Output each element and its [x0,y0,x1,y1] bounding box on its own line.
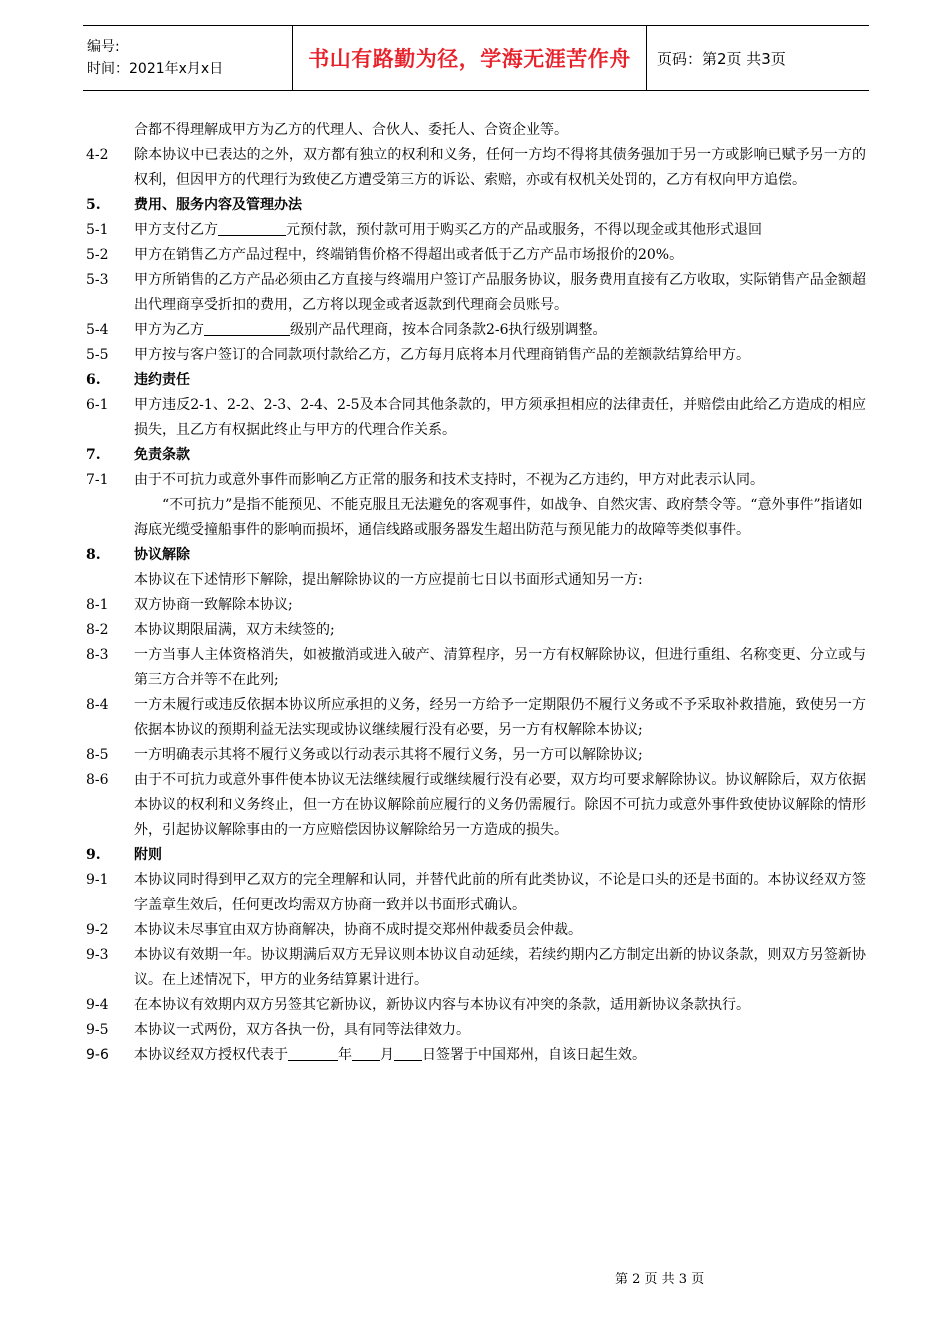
clause-text-part: 月 [380,1047,394,1063]
footer-page-number: 第 2 页 共 3 页 [615,1272,705,1287]
clause-5-4 [86,318,866,343]
clause-9-3 [86,943,866,993]
clause-number: 9-4 [86,997,109,1013]
clause-text: 除本协议中已表达的之外，双方都有独立的权利和义务，任何一方均不得将其债务强加于另一方或影响已赋予另一方的权利，但因甲方的代理行为致使乙方遭受第三方的诉讼、索赔，亦或有权机关处罚的，乙方有权向甲方追偿。 [134,147,866,188]
clause-number: 9-6 [86,1047,109,1063]
clause-8-3 [86,643,866,693]
header-motto: 书山有路勤为径，学海无涯苦作舟 [293,26,647,91]
section-heading-6 [86,368,866,393]
clause-text: 由于不可抗力或意外事件使本协议无法继续履行或继续履行没有必要，双方均可要求解除协议。协议解除后，双方依据本协议的权利和义务终止，但一方在协议解除前应履行的义务仍需履行。除因不可抗力或意外事件致使协议解除的情形外，引起协议解除事由的一方应赔偿因协议解除给另一方造成的损失。 [134,772,866,838]
section-title: 附则 [134,847,162,863]
clause-8-2 [86,618,866,643]
section-number: 6. [86,372,101,388]
clause-number: 5-3 [86,272,109,288]
clause-number: 9-2 [86,922,109,938]
clause-8-6 [86,768,866,843]
clause-text: 本协议期限届满，双方未续签的; [134,622,335,638]
clause-text: 双方协商一致解除本协议; [134,597,293,613]
clause-number: 4-2 [86,147,109,163]
clause-text: 本协议有效期一年。协议期满后双方无异议则本协议自动延续，若续约期内乙方制定出新的协议条款，则双方另签新协议。在上述情况下，甲方的业务结算累计进行。 [134,947,866,988]
clause-8-4 [86,693,866,743]
page-header [83,25,869,91]
clause-number: 7-1 [86,472,109,488]
month-blank [352,1046,380,1061]
paragraph: 合都不得理解成甲方为乙方的代理人、合伙人、委托人、合资企业等。 [134,122,568,138]
section-number: 8. [86,547,101,563]
section-heading-7 [86,443,866,468]
clause-text: 甲方按与客户签订的合同款项付款给乙方，乙方每月底将本月代理商销售产品的差额款结算给甲方。 [134,347,750,363]
section-title: 违约责任 [134,372,190,388]
clause-text-part: 元预付款，预付款可用于购买乙方的产品或服务，不得以现金或其他形式退回 [286,222,762,238]
clause-text: 本协议同时得到甲乙双方的完全理解和认同，并替代此前的所有此类协议，不论是口头的还是书面的。本协议经双方签字盖章生效后，任何更改均需双方协商一致并以书面形式确认。 [134,872,866,913]
clause-text: 由于不可抗力或意外事件而影响乙方正常的服务和技术支持时，不视为乙方违约，甲方对此表示认同。 [134,472,764,488]
clause-9-5 [86,1018,866,1043]
clause-text-part: 年 [338,1047,352,1063]
clause-number: 9-1 [86,872,109,888]
clause-number: 6-1 [86,397,109,413]
serial-label: 编号: [87,39,120,55]
section-heading-5 [86,193,866,218]
section-number: 7. [86,447,101,463]
clause-text [134,1043,866,1068]
time-label: 时间：2021年x月x日 [87,61,224,77]
clause-9-6 [86,1043,866,1068]
section-title: 费用、服务内容及管理办法 [134,197,302,213]
clause-5-3 [86,268,866,318]
clause-number: 8-5 [86,747,109,763]
clause-text: 在本协议有效期内双方另签其它新协议，新协议内容与本协议有冲突的条款，适用新协议条款执行。 [134,997,750,1013]
clause-number: 5-5 [86,347,109,363]
section-intro: 本协议在下述情形下解除，提出解除协议的一方应提前七日以书面形式通知另一方: [134,572,643,588]
day-blank [394,1046,422,1061]
clause-number: 5-2 [86,247,109,263]
clause-8-5 [86,743,866,768]
clause-text: 一方当事人主体资格消失，如被撤消或进入破产、清算程序，另一方有权解除协议，但进行重组、名称变更、分立或与第三方合并等不在此列; [134,647,866,688]
clause-text-part: 甲方支付乙方 [134,222,218,238]
clause-8-1 [86,593,866,618]
clause-number: 8-1 [86,597,109,613]
level-blank [204,321,290,336]
clause-9-2 [86,918,866,943]
clause-text: 本协议未尽事宜由双方协商解决，协商不成时提交郑州仲裁委员会仲裁。 [134,922,582,938]
clause-number: 8-6 [86,772,109,788]
clause-7-1 [86,468,866,493]
clause-5-2 [86,243,866,268]
section-heading-9 [86,843,866,868]
section-heading-8 [86,543,866,568]
section-title: 免责条款 [134,447,190,463]
amount-blank [218,221,286,236]
clause-4-2 [86,143,866,193]
clause-text: 一方未履行或违反依据本协议所应承担的义务，经另一方给予一定期限仍不履行义务或不予采取补救措施，致使另一方依据本协议的预期利益无法实现或协议继续履行没有必要，另一方有权解除本协议; [134,697,866,738]
clause-number: 8-4 [86,697,109,713]
clause-text [134,218,866,243]
clause-text-part: 甲方为乙方 [134,322,204,338]
clause-text: 甲方所销售的乙方产品必须由乙方直接与终端用户签订产品服务协议，服务费用直接有乙方收取，实际销售产品金额超出代理商享受折扣的费用，乙方将以现金或者返款到代理商会员账号。 [134,272,866,313]
clause-number: 9-3 [86,947,109,963]
clause-9-1 [86,868,866,918]
section-title: 协议解除 [134,547,190,563]
clause-text-part: 日签署于中国郑州，自该日起生效。 [422,1047,646,1063]
clause-text: 一方明确表示其将不履行义务或以行动表示其将不履行义务，另一方可以解除协议; [134,747,643,763]
clause-text [134,318,866,343]
clause-number: 9-5 [86,1022,109,1038]
header-meta [83,26,293,91]
clause-text-part: 本协议经双方授权代表于 [134,1047,288,1063]
clause-number: 8-2 [86,622,109,638]
clause-5-5 [86,343,866,368]
clause-text-part: 级别产品代理商，按本合同条款2-6执行级别调整。 [290,322,607,338]
definition-paragraph: “不可抗力”是指不能预见、不能克服且无法避免的客观事件，如战争、自然灾害、政府禁令等。“意外事件”指诸如海底光缆受撞船事件的影响而损坏，通信线路或服务器发生超出防范与预见能力的故障等类似事件。 [134,497,863,538]
clause-number: 8-3 [86,647,109,663]
header-page-info: 页码：第2页 共3页 [647,26,870,91]
section-number: 9. [86,847,101,863]
clause-6-1 [86,393,866,443]
year-blank [288,1046,338,1061]
clause-text: 本协议一式两份，双方各执一份，具有同等法律效力。 [134,1022,470,1038]
clause-text: 甲方违反2-1、2-2、2-3、2-4、2-5及本合同其他条款的，甲方须承担相应的法律责任，并赔偿由此给乙方造成的相应损失，且乙方有权据此终止与甲方的代理合作关系。 [134,397,866,438]
clause-number: 5-4 [86,322,109,338]
document-body [86,118,866,1068]
clause-number: 5-1 [86,222,109,238]
clause-5-1 [86,218,866,243]
clause-text: 甲方在销售乙方产品过程中，终端销售价格不得超出或者低于乙方产品市场报价的20%。 [134,247,684,263]
section-number: 5. [86,197,101,213]
clause-9-4 [86,993,866,1018]
